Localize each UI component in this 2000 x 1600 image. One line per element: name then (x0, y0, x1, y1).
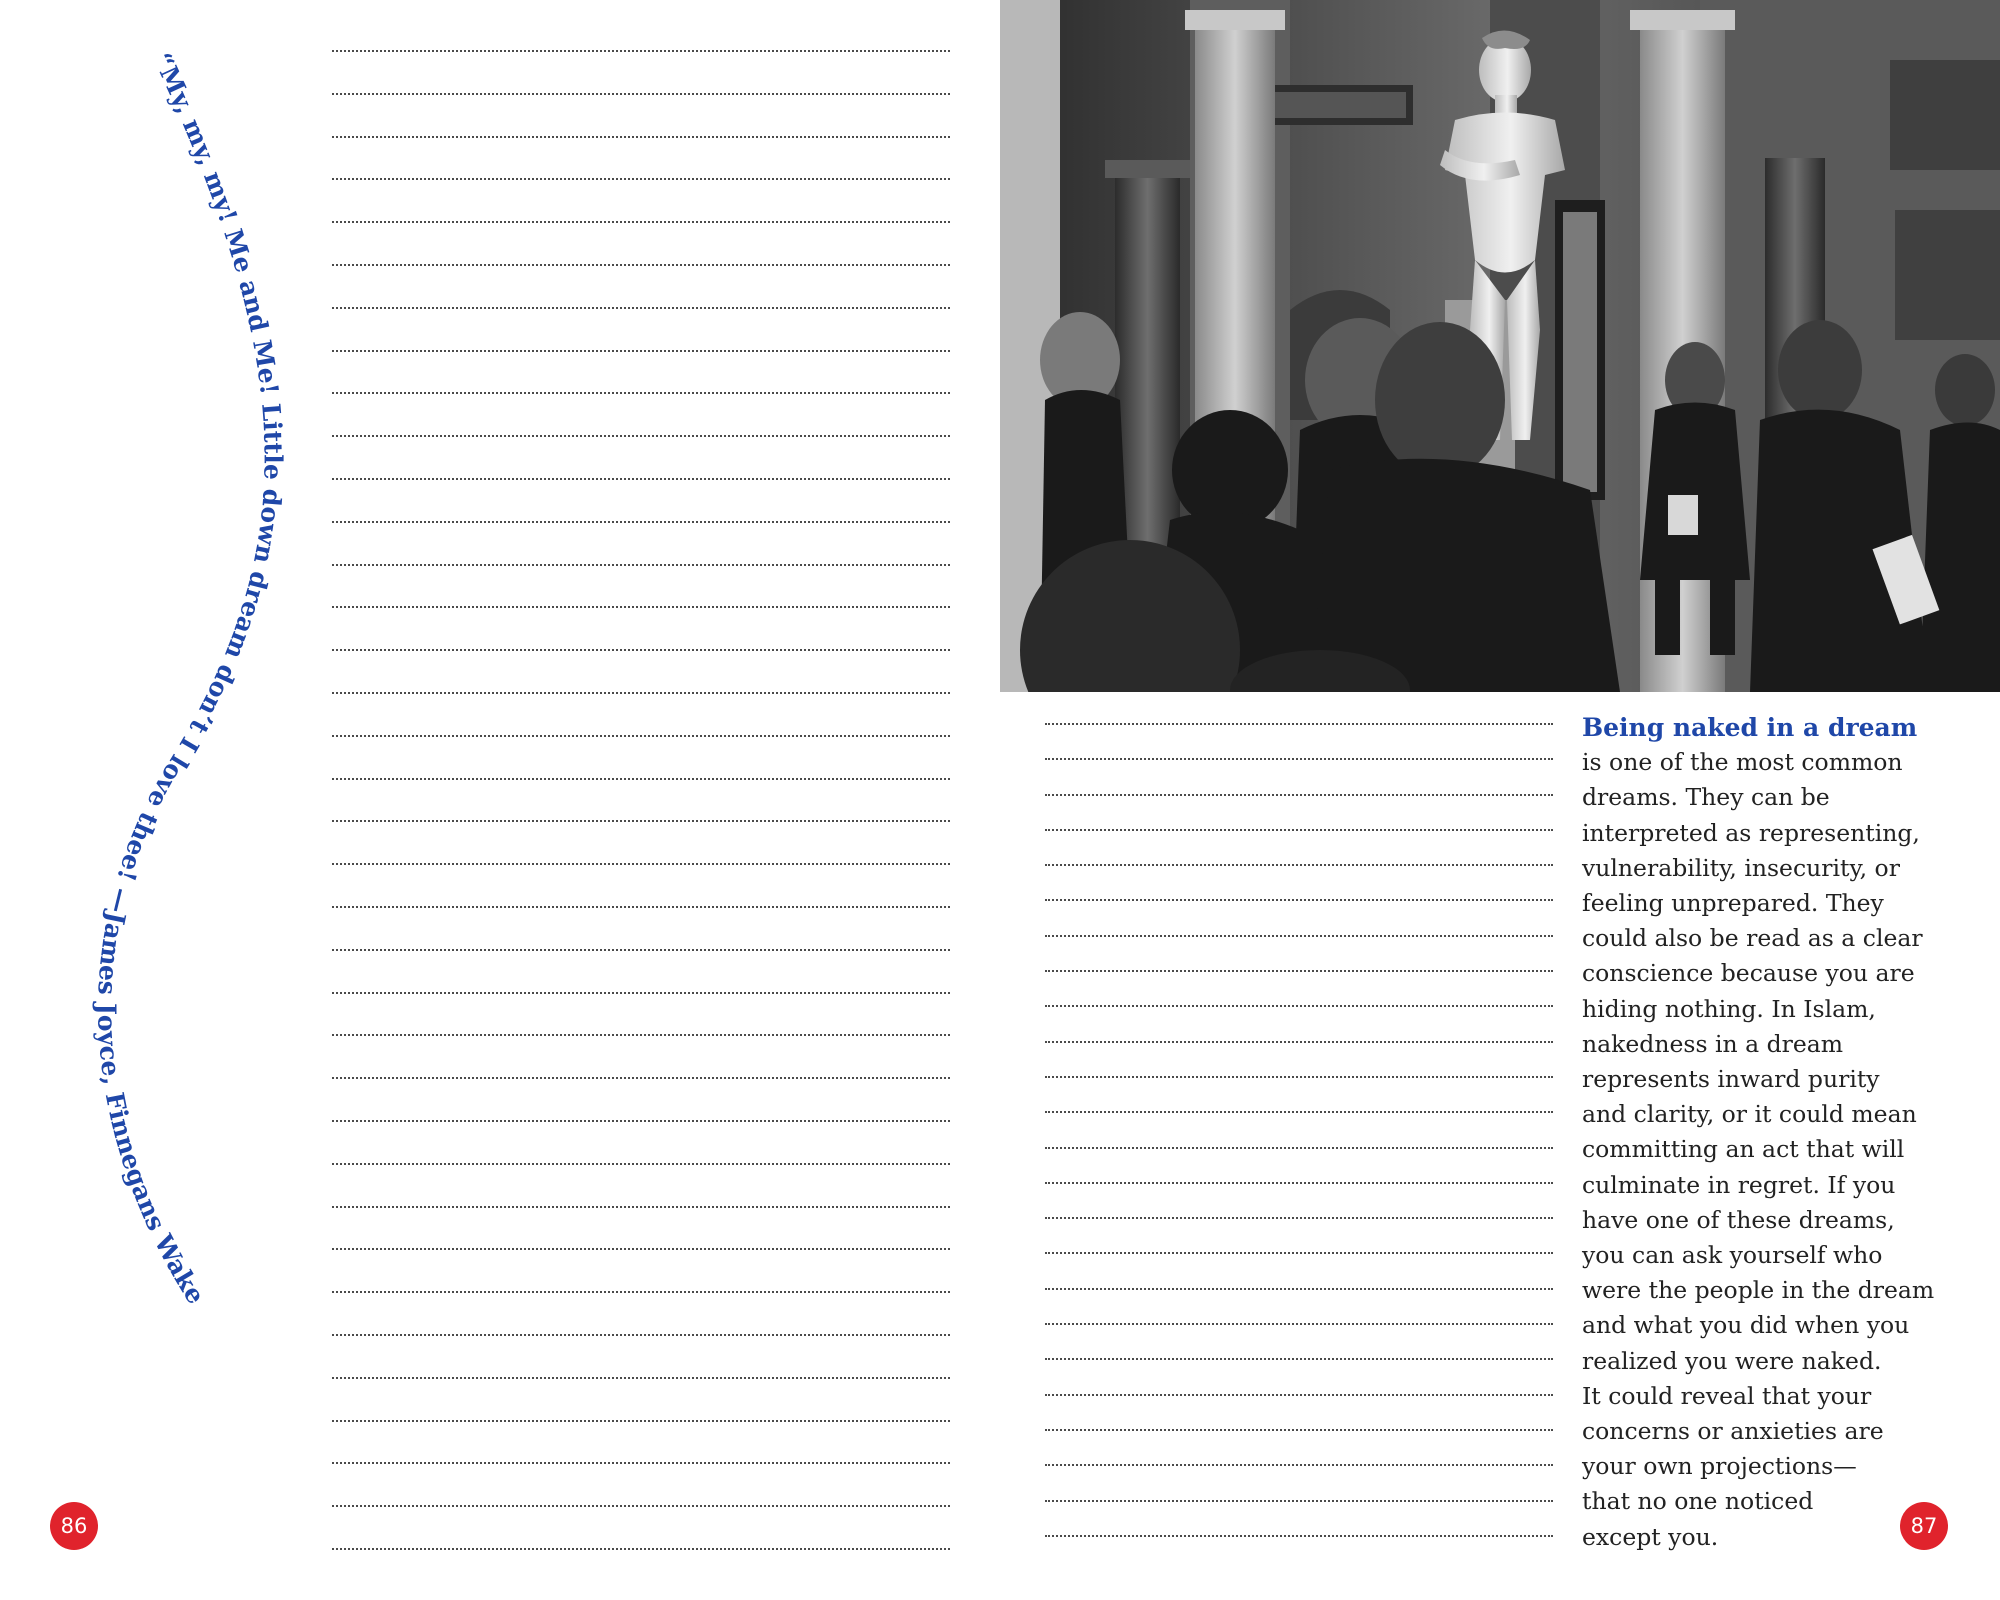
writing-line[interactable] (332, 521, 950, 523)
writing-line[interactable] (332, 478, 950, 480)
writing-line[interactable] (332, 906, 950, 908)
writing-lines-left (332, 50, 950, 1591)
writing-line[interactable] (332, 1291, 950, 1293)
writing-line[interactable] (332, 178, 950, 180)
writing-line[interactable] (332, 50, 950, 52)
writing-line[interactable] (1045, 864, 1553, 866)
writing-line[interactable] (1045, 829, 1553, 831)
writing-line[interactable] (1045, 1041, 1553, 1043)
writing-line[interactable] (1045, 970, 1553, 972)
writing-line[interactable] (1045, 1076, 1553, 1078)
writing-line[interactable] (1045, 1500, 1553, 1502)
writing-line[interactable] (332, 1462, 950, 1464)
writing-line[interactable] (332, 820, 950, 822)
page-number-right: 87 (1900, 1502, 1948, 1550)
writing-line[interactable] (332, 778, 950, 780)
writing-line[interactable] (1045, 1217, 1553, 1219)
quote-text (92, 48, 288, 1309)
writing-line[interactable] (1045, 1323, 1553, 1325)
writing-line[interactable] (1045, 935, 1553, 937)
writing-line[interactable] (332, 1548, 950, 1550)
writing-line[interactable] (332, 221, 950, 223)
writing-line[interactable] (332, 863, 950, 865)
writing-line[interactable] (332, 692, 950, 694)
writing-line[interactable] (1045, 1535, 1553, 1537)
writing-line[interactable] (332, 1077, 950, 1079)
writing-line[interactable] (332, 564, 950, 566)
writing-line[interactable] (1045, 1252, 1553, 1254)
curved-quote (0, 0, 330, 1420)
writing-line[interactable] (1045, 794, 1553, 796)
writing-line[interactable] (332, 992, 950, 994)
writing-line[interactable] (1045, 1005, 1553, 1007)
writing-line[interactable] (1045, 1288, 1553, 1290)
writing-line[interactable] (1045, 1182, 1553, 1184)
writing-line[interactable] (332, 1505, 950, 1507)
writing-line[interactable] (332, 136, 950, 138)
writing-line[interactable] (332, 649, 950, 651)
writing-line[interactable] (332, 392, 950, 394)
statue-photo (1000, 0, 2000, 692)
writing-line[interactable] (332, 1163, 950, 1165)
writing-line[interactable] (332, 1206, 950, 1208)
writing-line[interactable] (332, 1334, 950, 1336)
page-number-left: 86 (50, 1502, 98, 1550)
writing-line[interactable] (332, 93, 950, 95)
writing-line[interactable] (1045, 1147, 1553, 1149)
writing-line[interactable] (332, 735, 950, 737)
statue-photo-illustration (1000, 0, 2000, 692)
writing-line[interactable] (1045, 723, 1553, 725)
writing-line[interactable] (332, 606, 950, 608)
writing-line[interactable] (332, 264, 950, 266)
writing-line[interactable] (1045, 1464, 1553, 1466)
writing-line[interactable] (332, 1120, 950, 1122)
writing-line[interactable] (332, 1420, 950, 1422)
writing-line[interactable] (332, 307, 950, 309)
writing-line[interactable] (332, 435, 950, 437)
writing-line[interactable] (1045, 1429, 1553, 1431)
article-text (1582, 710, 2000, 1555)
writing-line[interactable] (332, 350, 950, 352)
article-lead: Being naked in a dream (1582, 713, 1918, 742)
writing-line[interactable] (1045, 899, 1553, 901)
writing-line[interactable] (1045, 1111, 1553, 1113)
writing-lines-right (1045, 723, 1553, 1570)
writing-line[interactable] (1045, 758, 1553, 760)
writing-line[interactable] (1045, 1394, 1553, 1396)
writing-line[interactable] (1045, 1358, 1553, 1360)
quote-textpath: “My, my, my! Me and Me! Little down dream don’t I love thee! —James Joyce, Finnegans Wake (92, 48, 288, 1310)
writing-line[interactable] (332, 1034, 950, 1036)
writing-line[interactable] (332, 949, 950, 951)
article-body: is one of the most common dreams. They can be interpreted as representing, vulnerability, insecurity, or feeling unprepared. They could also be read as a clear conscience because you are hiding nothing. In Islam, nakedness in a dream represents inward purity and clarity, or it could mean committing an act that will culminate in regret. If you have one of these dreams, you can ask yourself who were the people in the dream and what you did when you realized you were naked. It could reveal that your concerns or anxieties are your own projections— that no one noticed except you. (1582, 748, 1935, 1551)
writing-line[interactable] (332, 1248, 950, 1250)
writing-line[interactable] (332, 1377, 950, 1379)
